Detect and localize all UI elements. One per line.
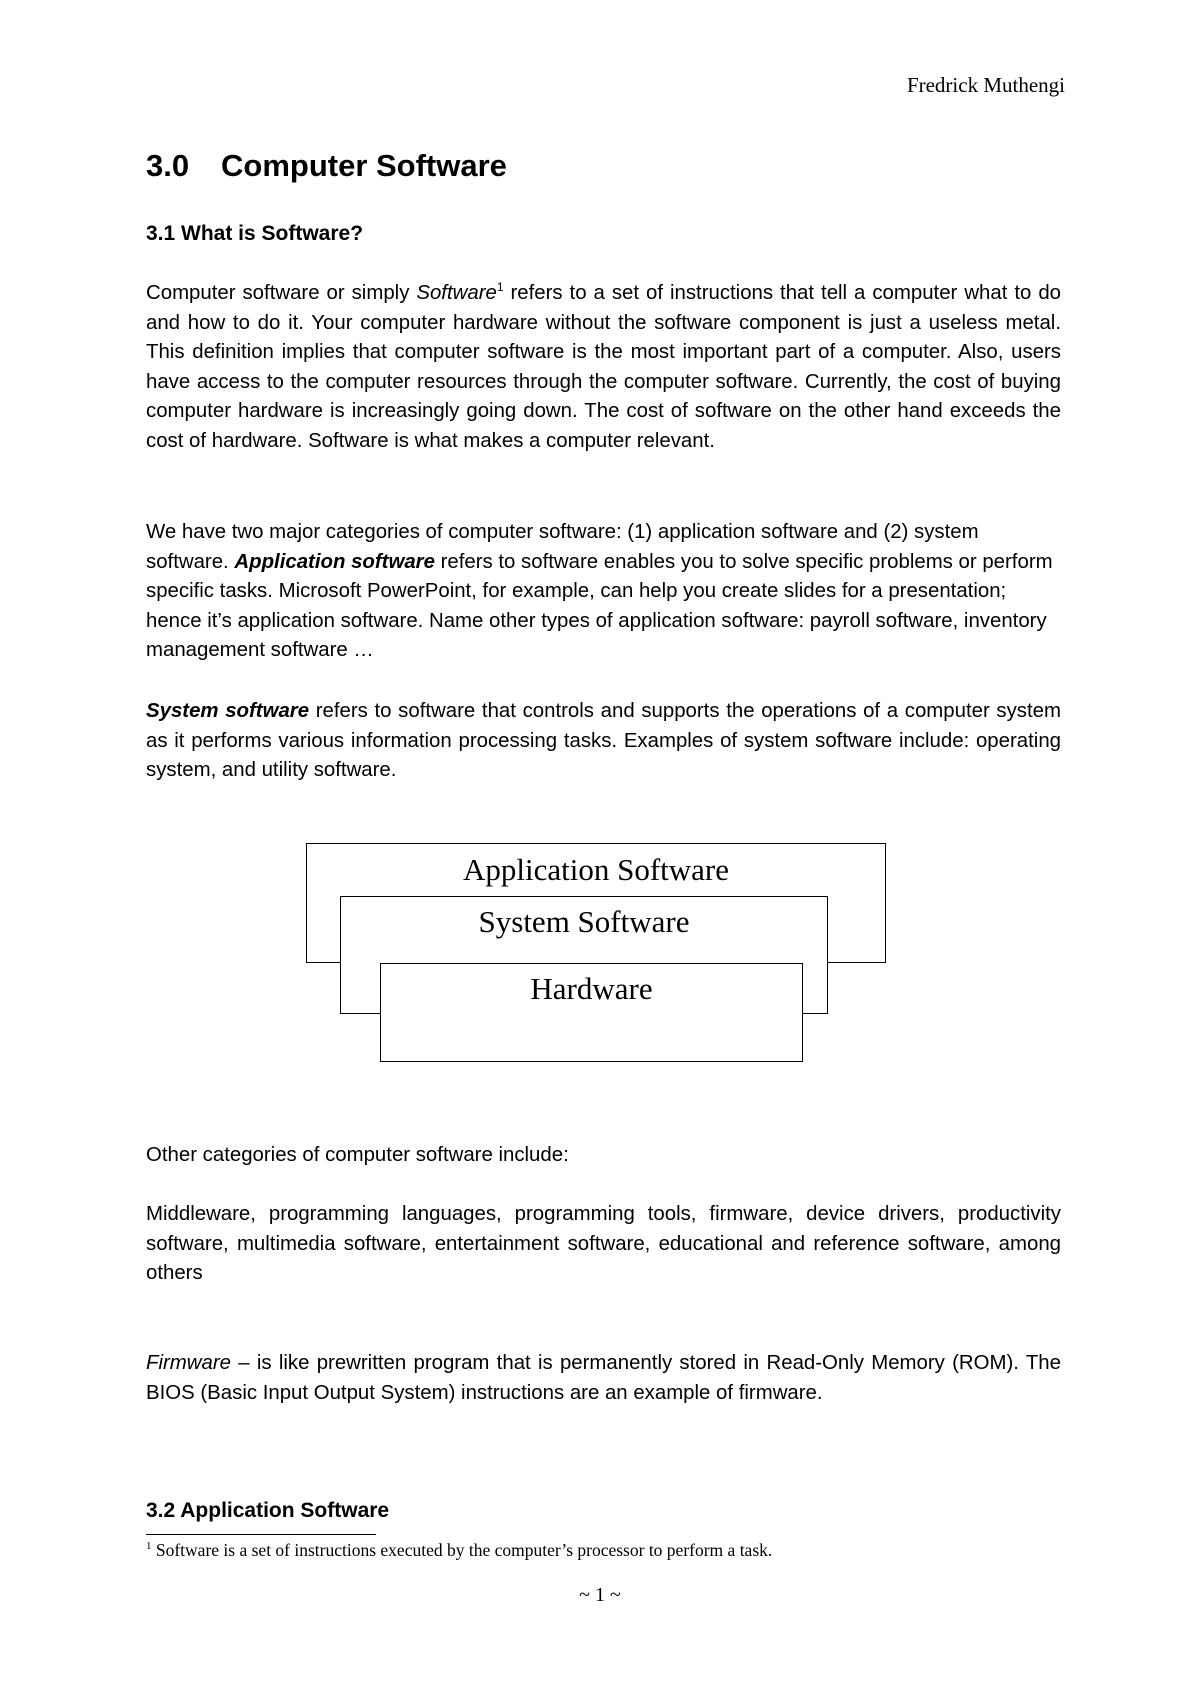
section-heading-3-2: 3.2 Application Software	[146, 1499, 390, 1522]
layer-box-hardware	[380, 963, 803, 1062]
paragraph-system-software	[146, 697, 1061, 786]
layer-label-application: Application Software	[462, 852, 729, 887]
chapter-number: 3.0	[146, 148, 190, 183]
paragraph-categories	[146, 518, 1061, 666]
paragraph-text: refers to a set of instructions that tell a computer what to do and how to do it. Your computer hardware without the software component is just a useless metal. This definition implies that computer software is the most important part of a computer. Also, users have access to the computer resources through the computer software. Currently, the cost of buying computer hardware is increasingly going down. The cost of software on the other hand exceeds the cost of hardware. Software is what makes a computer relevant.	[146, 282, 1061, 452]
paragraph-text: – is like prewritten program that is permanently stored in Read-Only Memory (ROM). The BIOS (Basic Input Output System) instructions are an example of firmware.	[146, 1352, 1061, 1404]
footnote-ref: 1	[496, 280, 504, 295]
paragraph-text: refers to software that controls and supports the operations of a computer system as it performs various information processing tasks. Examples of system software include: operating system, and utility software.	[146, 700, 1061, 782]
paragraph-text: We have two major categories of computer software: (1) application software and (2) system software.	[146, 521, 979, 573]
footnote-marker: 1	[146, 1540, 152, 1553]
section-heading-3-1: 3.1 What is Software?	[146, 222, 364, 245]
chapter-title: Computer Software	[221, 148, 507, 183]
paragraph-definition	[146, 279, 1061, 457]
header-author: Fredrick Muthengi	[906, 73, 1065, 97]
footnote-separator	[146, 1534, 376, 1535]
footnote-text: Software is a set of instructions executed by the computer’s processor to perform a task.	[151, 1540, 773, 1560]
term-application-software: Application software	[234, 550, 435, 573]
footnote	[146, 1540, 772, 1561]
term-system-software: System software	[146, 700, 310, 722]
layer-label-system: System Software	[478, 904, 690, 939]
chapter-heading	[146, 148, 507, 184]
term-firmware: Firmware	[146, 1352, 231, 1374]
paragraph-firmware	[146, 1349, 1061, 1408]
paragraph-other-intro: Other categories of computer software include:	[146, 1144, 569, 1166]
page-number: ~ 1 ~	[579, 1584, 621, 1606]
paragraph-text: Computer software or simply	[146, 282, 417, 304]
paragraph-other-list: Middleware, programming languages, programming tools, firmware, device drivers, productivity software, multimedia software, entertainment software, educational and reference software, among others	[146, 1203, 1061, 1285]
paragraph-text: refers to software enables you to solve specific problems or perform specific tasks. Microsoft PowerPoint, for example, can help you create slides for a presentation; hence it’s application software. Name other types of application software: payroll software, inventory management software …	[146, 550, 1053, 662]
term-software: Software	[416, 282, 497, 304]
layer-label-hardware: Hardware	[530, 971, 653, 1006]
